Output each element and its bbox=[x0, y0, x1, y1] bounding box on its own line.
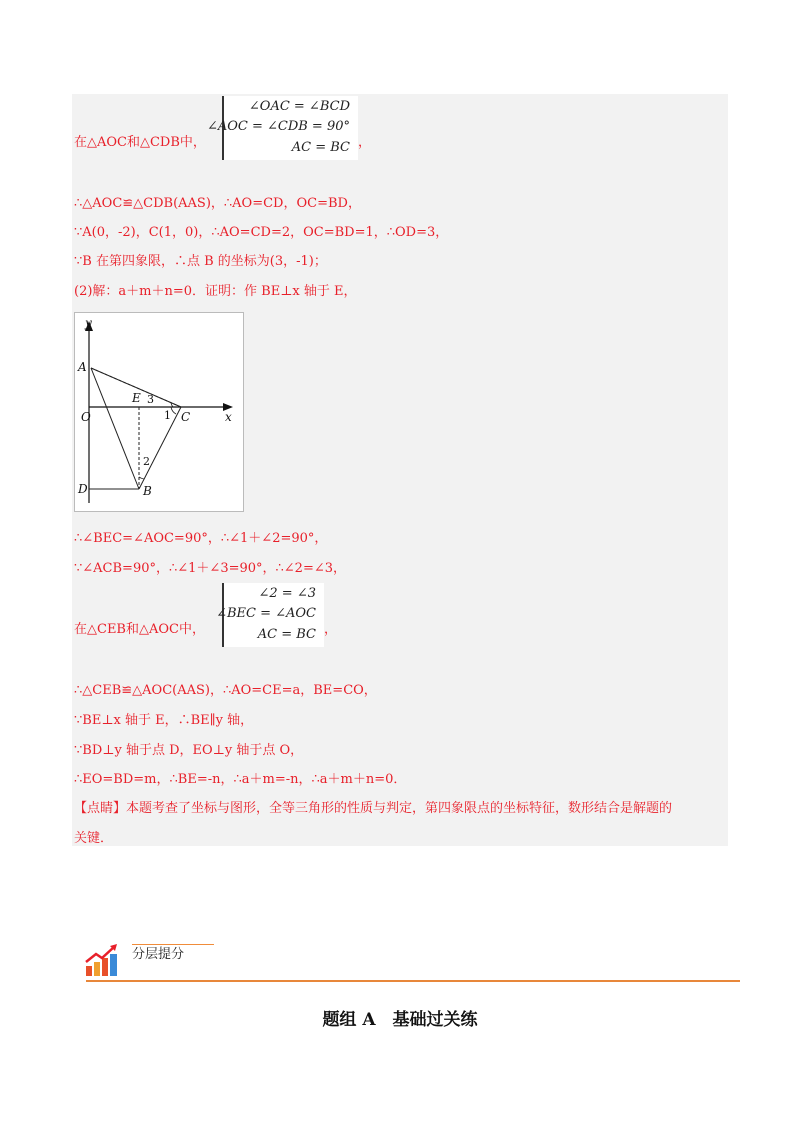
solution-line-10: ∴EO=BD=m，∴BE=-n，∴a＋m=-n，∴a＋m＋n=0． bbox=[74, 772, 407, 787]
system1-suffix: ， bbox=[358, 135, 372, 150]
label-angle-1: 1 bbox=[164, 409, 171, 422]
bar-chart-growth-icon bbox=[84, 944, 124, 978]
coordinate-diagram bbox=[75, 313, 243, 511]
solution-line-1: ∴△AOC≌△CDB(AAS)，∴AO=CD，OC=BD， bbox=[74, 196, 361, 211]
solution-line-7: ∴△CEB≌△AOC(AAS)，∴AO=CE=a，BE=CO， bbox=[74, 683, 377, 698]
solution-line-3: ∵B 在第四象限，∴点 B 的坐标为(3，-1)； bbox=[74, 254, 327, 269]
label-E: E bbox=[132, 391, 141, 405]
system1-row-1: ∠OAC = ∠BCD bbox=[248, 99, 350, 114]
label-B: B bbox=[143, 484, 152, 498]
equation-system-1 bbox=[206, 96, 358, 160]
system2-suffix: ， bbox=[324, 622, 338, 637]
label-O: O bbox=[81, 410, 91, 424]
equation-system-2 bbox=[216, 583, 324, 647]
system2-row-2: ∠BEC = ∠AOC bbox=[216, 606, 316, 621]
system1-row-2: ∠AOC = ∠CDB = 90° bbox=[206, 119, 350, 134]
label-A: A bbox=[78, 360, 87, 374]
solution-line-4: (2)解：a＋m＋n=0．证明：作 BE⊥x 轴于 E， bbox=[74, 284, 357, 299]
section-title: 分层提分 bbox=[132, 947, 185, 962]
comment-line-1: 【点睛】本题考查了坐标与图形，全等三角形的性质与判定，第四象限点的坐标特征，数形结合是解题的 bbox=[74, 801, 673, 816]
solution-line-9: ∵BD⊥y 轴于点 D，EO⊥y 轴于点 O， bbox=[74, 743, 304, 758]
section-rule bbox=[86, 980, 740, 982]
solution-line-8: ∵BE⊥x 轴于 E，∴BE∥y 轴， bbox=[74, 713, 254, 728]
system2-prefix: 在△CEB和△AOC中， bbox=[74, 622, 205, 637]
label-x: x bbox=[225, 410, 232, 424]
geometry-figure bbox=[74, 312, 244, 512]
system1-prefix: 在△AOC和△CDB中， bbox=[74, 135, 206, 150]
comment-line-2: 关键． bbox=[74, 831, 114, 846]
label-angle-3: 3 bbox=[147, 393, 154, 406]
label-C: C bbox=[181, 410, 191, 424]
system2-row-3: AC = BC bbox=[257, 627, 316, 642]
label-y: y bbox=[85, 316, 92, 330]
label-angle-2: 2 bbox=[143, 455, 150, 468]
system2-row-1: ∠2 = ∠3 bbox=[258, 586, 316, 601]
solution-line-6: ∵∠ACB=90°，∴∠1＋∠3=90°，∴∠2=∠3， bbox=[74, 561, 347, 576]
solution-line-2: ∵A(0，-2)，C(1，0)，∴AO=CD=2，OC=BD=1，∴OD=3， bbox=[74, 225, 449, 240]
label-D: D bbox=[78, 482, 88, 496]
group-title: 题组 A 基础过关练 bbox=[322, 1010, 478, 1030]
system1-row-3: AC = BC bbox=[291, 140, 350, 155]
solution-line-5: ∴∠BEC=∠AOC=90°，∴∠1＋∠2=90°， bbox=[74, 531, 328, 546]
